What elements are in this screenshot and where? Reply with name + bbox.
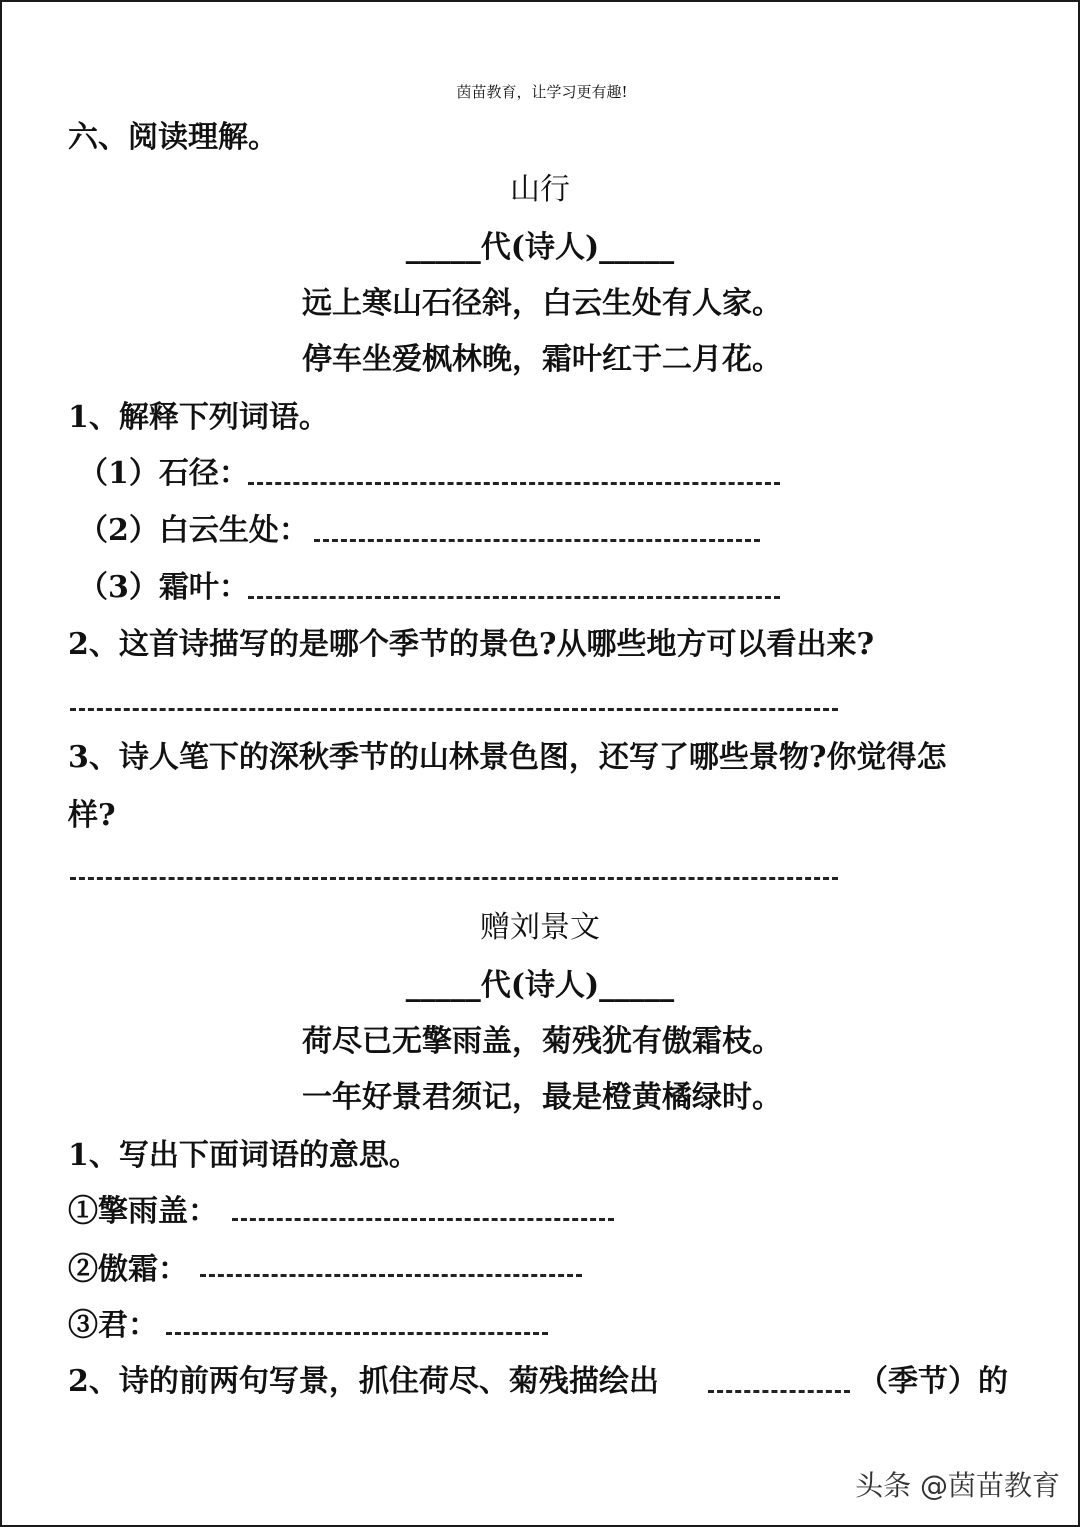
poem2-q1-item2-answer-blank[interactable]	[200, 1274, 582, 1277]
poem2-q1-item1-label: ①擎雨盖：	[68, 1194, 218, 1229]
poem1-q2-answer-blank[interactable]	[70, 708, 838, 711]
poem2-question1: 1、写出下面词语的意思。	[68, 1138, 419, 1173]
poem2-line1: 荷尽已无擎雨盖，菊残犹有傲霜枝。	[302, 1024, 782, 1059]
poem2-question2-part2: （季节）的	[858, 1364, 1008, 1399]
poem2-title: 赠刘景文	[480, 910, 600, 945]
poem1-line2: 停车坐爱枫林晚，霜叶红于二月花。	[302, 342, 782, 377]
poem2-question2-part1: 2、诗的前两句写景，抓住荷尽、菊残描绘出	[68, 1364, 659, 1399]
poem1-line1: 远上寒山石径斜，白云生处有人家。	[302, 286, 782, 321]
poem1-q1-item1-label: （1）石径：	[78, 456, 249, 491]
poem1-q1-item3-answer-blank[interactable]	[248, 596, 780, 599]
poem2-q1-item3-label: ③君：	[68, 1308, 158, 1343]
poem1-q1-item1-answer-blank[interactable]	[248, 482, 780, 485]
page-header: 茵苗教育，让学习更有趣!	[456, 83, 628, 101]
poem1-question2: 2、这首诗描写的是哪个季节的景色?从哪些地方可以看出来?	[68, 627, 875, 662]
poem2-q1-item3-answer-blank[interactable]	[166, 1332, 548, 1335]
poem1-title: 山行	[510, 172, 570, 207]
poem1-q1-item2-label: （2）白云生处：	[78, 513, 309, 548]
poem1-question1: 1、解释下列词语。	[68, 400, 329, 435]
poem2-q1-item1-answer-blank[interactable]	[232, 1218, 614, 1221]
poem2-line2: 一年好景君须记，最是橙黄橘绿时。	[302, 1080, 782, 1115]
poem2-author-line: _____代(诗人)_____	[405, 968, 675, 1003]
poem1-q1-item3-label: （3）霜叶：	[78, 570, 249, 605]
poem1-question3-line1: 3、诗人笔下的深秋季节的山林景色图，还写了哪些景物?你觉得怎	[68, 740, 947, 775]
watermark: 头条 @茵苗教育	[855, 1469, 1060, 1502]
poem2-q2-season-blank[interactable]	[708, 1390, 850, 1393]
poem1-q3-answer-blank[interactable]	[70, 877, 838, 880]
poem1-question3-line2: 样?	[68, 798, 116, 833]
poem1-author-line: _____代(诗人)_____	[405, 230, 675, 265]
poem2-q1-item2-label: ②傲霜：	[68, 1252, 188, 1287]
poem1-q1-item2-answer-blank[interactable]	[314, 539, 760, 542]
section-title: 六、阅读理解。	[68, 120, 278, 155]
